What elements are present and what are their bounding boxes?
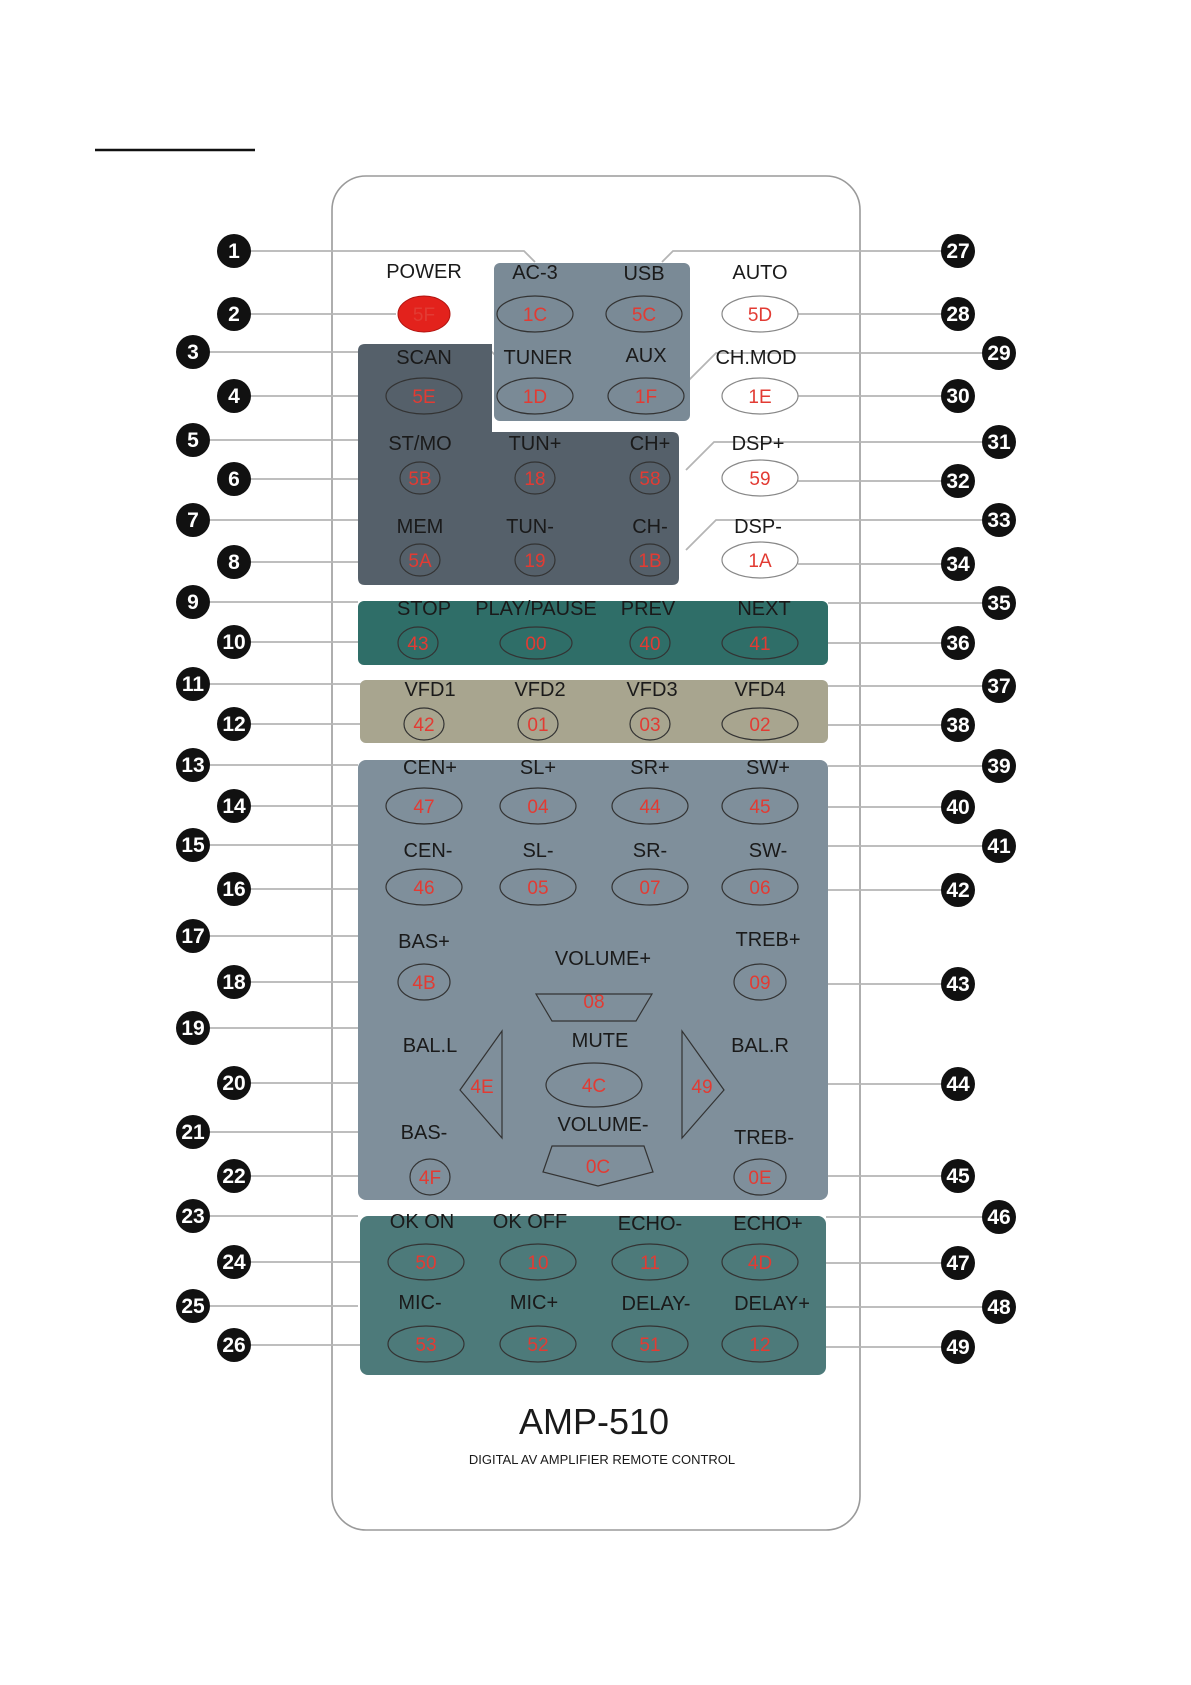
button-code: 40 [639, 634, 661, 655]
button-code: 45 [749, 797, 771, 818]
button-label: VOLUME- [557, 1114, 649, 1136]
button-code: 00 [525, 634, 547, 655]
button-code: 1C [522, 305, 548, 326]
callout-number: 7 [187, 509, 199, 532]
callout-number: 36 [946, 632, 970, 655]
button-label: TUN- [506, 516, 554, 538]
callout-45 [941, 1159, 975, 1193]
button-label: TREB+ [735, 929, 801, 951]
callout-47 [941, 1246, 975, 1280]
callout-number: 13 [181, 754, 205, 777]
button-code: 5A [408, 551, 432, 572]
button-label: OK OFF [492, 1211, 568, 1233]
callout-21 [176, 1115, 210, 1149]
button-code: 50 [415, 1253, 437, 1274]
callout-number: 38 [946, 714, 970, 737]
button-label: BAS- [400, 1122, 448, 1144]
callout-number: 37 [987, 675, 1011, 698]
button-label: ST/MO [388, 433, 452, 455]
callout-number: 30 [946, 385, 970, 408]
button-label: MIC+ [509, 1292, 559, 1314]
callout-number: 1 [228, 240, 240, 263]
button-label: DSP- [734, 516, 782, 538]
callout-15 [176, 828, 210, 862]
button-code: 0E [748, 1168, 772, 1189]
callout-28 [941, 297, 975, 331]
callout-17 [176, 919, 210, 953]
button-label: OK ON [389, 1211, 455, 1233]
button-code: 51 [639, 1335, 661, 1356]
callout-number: 2 [228, 303, 240, 326]
button-label: BAS+ [398, 931, 450, 953]
model-name: AMP-510 [518, 1401, 670, 1442]
button-label: TREB- [734, 1127, 794, 1149]
button-label: POWER [386, 261, 462, 283]
button-code: 5D [747, 305, 773, 326]
button-code: 01 [527, 715, 549, 736]
callout-number: 6 [228, 468, 240, 491]
callout-number: 31 [987, 431, 1011, 454]
callout-5 [176, 423, 210, 457]
callout-11 [176, 667, 210, 701]
button-code: 05 [527, 878, 549, 899]
callout-number: 15 [181, 834, 205, 857]
callout-number: 42 [946, 879, 970, 902]
callout-number: 33 [987, 509, 1011, 532]
callout-42 [941, 873, 975, 907]
callout-38 [941, 708, 975, 742]
button-label: MUTE [571, 1030, 629, 1052]
callout-number: 25 [181, 1295, 205, 1318]
button-code: 5B [408, 469, 432, 490]
button-label: AUX [625, 345, 667, 367]
callout-37 [982, 669, 1016, 703]
button-label: NEXT [737, 598, 791, 620]
callout-34 [941, 547, 975, 581]
button-code: 58 [639, 469, 661, 490]
button-label: SCAN [396, 347, 452, 369]
callout-14 [217, 789, 251, 823]
callout-27 [941, 234, 975, 268]
callout-46 [982, 1200, 1016, 1234]
button-label: TUNER [503, 347, 573, 369]
button-code: 02 [749, 715, 771, 736]
callout-number: 20 [222, 1072, 246, 1095]
button-label: TUN+ [508, 433, 562, 455]
button-label: CH+ [629, 433, 671, 455]
button-code: 46 [413, 878, 435, 899]
button-code: 4C [581, 1076, 607, 1097]
button-label: SL- [522, 840, 554, 862]
callout-41 [982, 829, 1016, 863]
button-label: AUTO [732, 262, 788, 284]
callout-number: 49 [946, 1336, 970, 1359]
callout-12 [217, 707, 251, 741]
button-label: DELAY+ [734, 1293, 810, 1315]
button-code: 4E [470, 1077, 494, 1098]
button-code: 1B [638, 551, 662, 572]
button-code: 09 [749, 973, 771, 994]
callout-13 [176, 748, 210, 782]
callout-6 [217, 462, 251, 496]
button-label: CH- [632, 516, 668, 538]
button-code: 49 [691, 1077, 713, 1098]
button-code: 10 [527, 1253, 549, 1274]
callout-33 [982, 503, 1016, 537]
callout-number: 12 [222, 713, 246, 736]
button-label: VFD2 [514, 679, 566, 701]
button-label: DELAY- [621, 1293, 691, 1315]
button-label: SW+ [746, 757, 790, 779]
callout-number: 8 [228, 551, 240, 574]
button-label: SR- [632, 840, 668, 862]
callout-32 [941, 464, 975, 498]
button-label: AC-3 [512, 262, 558, 284]
button-code: 04 [527, 797, 549, 818]
callout-24 [217, 1245, 251, 1279]
callout-number: 24 [222, 1251, 246, 1274]
callout-44 [941, 1067, 975, 1101]
callout-number: 16 [222, 878, 246, 901]
callout-16 [217, 872, 251, 906]
button-label: BAL.R [731, 1035, 789, 1057]
button-label: MIC- [398, 1292, 442, 1314]
callout-1 [217, 234, 251, 268]
button-label: PLAY/PAUSE [475, 598, 597, 620]
button-code: 5C [631, 305, 657, 326]
callout-43 [941, 967, 975, 1001]
callout-7 [176, 503, 210, 537]
callout-number: 19 [181, 1017, 205, 1040]
callout-26 [217, 1328, 251, 1362]
callout-number: 34 [946, 553, 970, 576]
callout-number: 10 [222, 631, 246, 654]
button-code: 42 [413, 715, 435, 736]
button-label: PREV [620, 598, 676, 620]
callout-number: 9 [187, 591, 199, 614]
callout-23 [176, 1199, 210, 1233]
button-code: 08 [583, 992, 605, 1013]
button-label: ECHO- [617, 1213, 683, 1235]
callout-number: 3 [187, 341, 199, 364]
callout-number: 48 [987, 1296, 1011, 1319]
callout-10 [217, 625, 251, 659]
button-code: 44 [639, 797, 661, 818]
callout-number: 18 [222, 971, 246, 994]
button-label: VOLUME+ [554, 948, 652, 970]
button-code: 1E [748, 387, 772, 408]
callout-36 [941, 626, 975, 660]
button-code: 53 [415, 1335, 437, 1356]
button-label: CEN- [403, 840, 453, 862]
callout-number: 44 [946, 1073, 970, 1096]
callout-9 [176, 585, 210, 619]
callout-number: 27 [946, 240, 970, 263]
callout-number: 32 [946, 470, 970, 493]
callout-number: 40 [946, 796, 970, 819]
callout-3 [176, 335, 210, 369]
button-code: 03 [639, 715, 661, 736]
button-label: VFD4 [734, 679, 786, 701]
button-code: 5F [412, 305, 436, 326]
callout-22 [217, 1159, 251, 1193]
button-label: SL+ [519, 757, 557, 779]
callout-number: 4 [228, 385, 240, 408]
callout-number: 45 [946, 1165, 970, 1188]
remote-subtitle: DIGITAL AV AMPLIFIER REMOTE CONTROL [468, 1452, 736, 1467]
callout-number: 26 [222, 1334, 246, 1357]
callout-39 [982, 749, 1016, 783]
button-code: 43 [407, 634, 429, 655]
button-code: 41 [749, 634, 771, 655]
callout-number: 22 [222, 1165, 246, 1188]
callout-48 [982, 1290, 1016, 1324]
callout-number: 21 [181, 1121, 205, 1144]
callout-number: 28 [946, 303, 970, 326]
callout-40 [941, 790, 975, 824]
button-label: STOP [396, 598, 452, 620]
button-code: 5E [412, 387, 436, 408]
button-code: 1D [522, 387, 548, 408]
button-label: SR+ [630, 757, 670, 779]
callout-number: 47 [946, 1252, 970, 1275]
button-code: 4D [747, 1253, 773, 1274]
callout-19 [176, 1011, 210, 1045]
callout-18 [217, 965, 251, 999]
button-code: 4B [412, 973, 436, 994]
callout-number: 46 [987, 1206, 1011, 1229]
callout-35 [982, 586, 1016, 620]
callout-number: 39 [987, 755, 1011, 778]
callout-30 [941, 379, 975, 413]
button-code: 0C [585, 1157, 611, 1178]
callout-20 [217, 1066, 251, 1100]
button-code: 1F [634, 387, 658, 408]
button-label: DSP+ [731, 433, 785, 455]
callout-49 [941, 1330, 975, 1364]
button-label: VFD3 [626, 679, 678, 701]
callout-4 [217, 379, 251, 413]
callout-2 [217, 297, 251, 331]
callout-25 [176, 1289, 210, 1323]
callout-number: 14 [222, 795, 246, 818]
button-code: 19 [524, 551, 546, 572]
callout-29 [982, 336, 1016, 370]
button-code: 07 [639, 878, 661, 899]
callout-number: 41 [987, 835, 1011, 858]
button-code: 59 [749, 469, 771, 490]
button-label: MEM [396, 516, 444, 538]
callout-number: 17 [181, 925, 205, 948]
button-code: 18 [524, 469, 546, 490]
callout-number: 5 [187, 429, 199, 452]
callout-8 [217, 545, 251, 579]
button-code: 12 [749, 1335, 771, 1356]
button-code: 06 [749, 878, 771, 899]
callout-31 [982, 425, 1016, 459]
button-code: 47 [413, 797, 435, 818]
button-code: 1A [748, 551, 772, 572]
button-label: BAL.L [402, 1035, 458, 1057]
button-code: 11 [640, 1253, 660, 1274]
callout-number: 35 [987, 592, 1011, 615]
button-code: 4F [418, 1168, 442, 1189]
callout-number: 23 [181, 1205, 205, 1228]
button-code: 52 [527, 1335, 549, 1356]
callout-number: 11 [181, 673, 205, 696]
button-label: USB [623, 263, 665, 285]
button-label: CEN+ [403, 757, 457, 779]
button-label: VFD1 [404, 679, 456, 701]
button-label: ECHO+ [733, 1213, 803, 1235]
callout-number: 29 [987, 342, 1011, 365]
button-label: CH.MOD [715, 347, 797, 369]
callout-number: 43 [946, 973, 970, 996]
button-label: SW- [748, 840, 788, 862]
